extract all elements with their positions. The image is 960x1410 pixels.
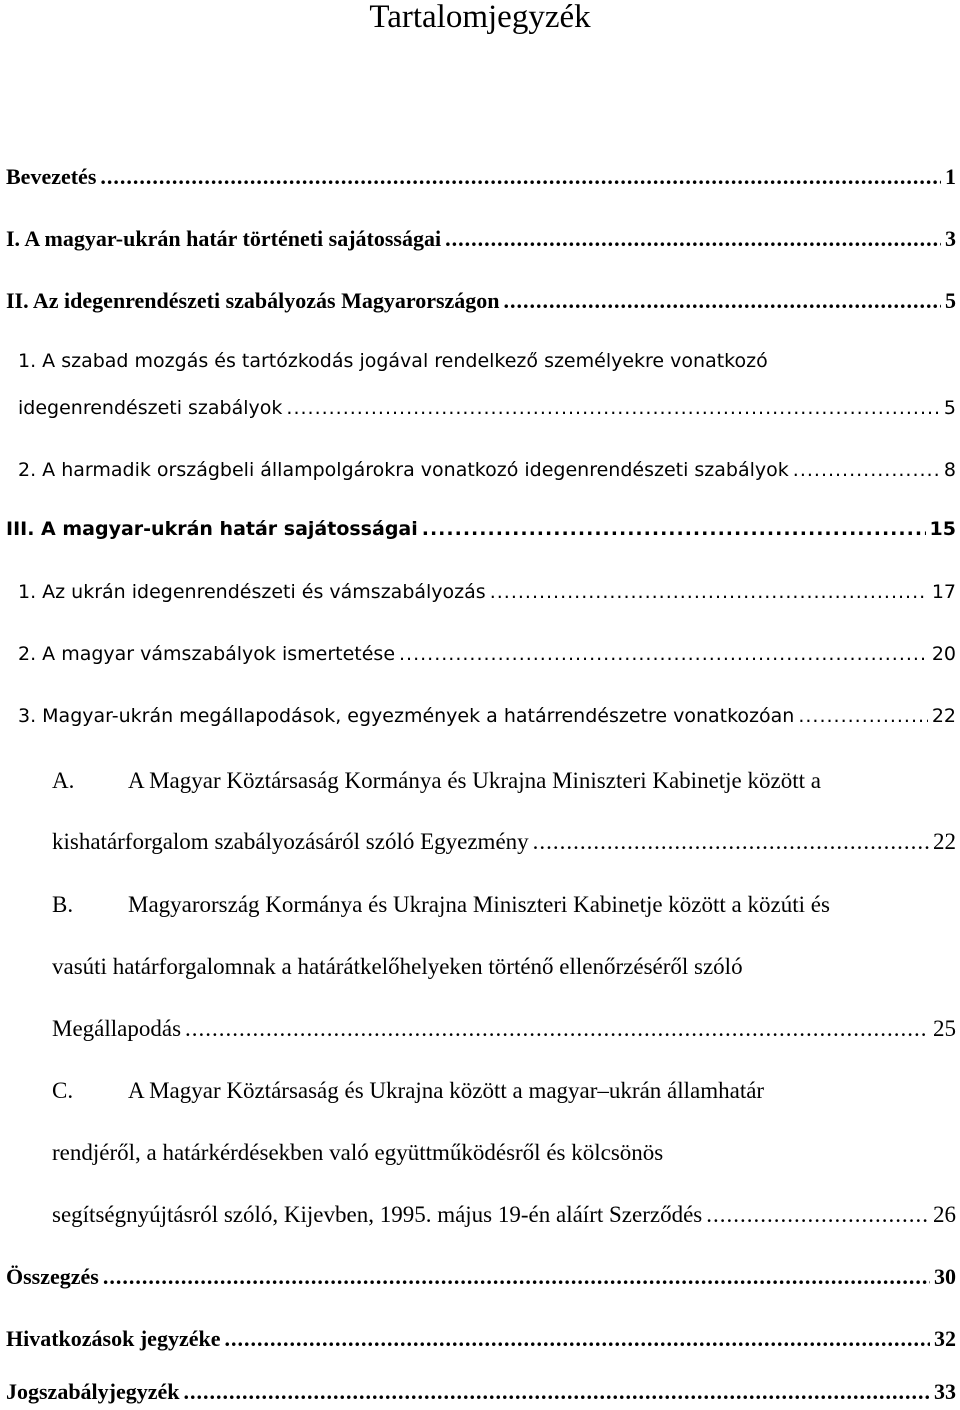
toc-leader-dots bbox=[184, 1379, 930, 1405]
toc-leader-dots bbox=[798, 705, 927, 727]
toc-entry-text: III. A magyar-ukrán határ sajátosságai bbox=[6, 518, 418, 540]
toc-entry-3-3-b-line1[interactable]: Magyarország Kormánya és Ukrajna Miniszteri Kabinetje között a közúti és bbox=[128, 892, 830, 917]
toc-page-number: 32 bbox=[934, 1326, 956, 1351]
toc-page-number: 25 bbox=[933, 1016, 956, 1041]
toc-entry-3-3[interactable] bbox=[18, 705, 956, 727]
toc-entry-hivatkozasok[interactable] bbox=[6, 1326, 956, 1352]
toc-entry-text: Hivatkozások jegyzéke bbox=[6, 1326, 221, 1351]
toc-entry-text: 3. Magyar-ukrán megállapodások, egyezmények a határrendészetre vonatkozóan bbox=[18, 705, 795, 727]
toc-page-number: 26 bbox=[933, 1202, 956, 1227]
toc-entry-chapter-3[interactable] bbox=[6, 518, 956, 540]
toc-page-number: 17 bbox=[931, 581, 956, 603]
toc-page-number: 22 bbox=[931, 705, 956, 727]
toc-leader-dots bbox=[490, 581, 928, 603]
toc-entry-3-3-c-line2[interactable]: rendjéről, a határkérdésekben való együttműködésről és kölcsönös bbox=[52, 1140, 664, 1165]
toc-entry-bevezetes[interactable] bbox=[6, 164, 956, 190]
toc-leader-dots bbox=[793, 459, 940, 481]
toc-leader-dots bbox=[100, 164, 941, 190]
toc-entry-chapter-1[interactable] bbox=[6, 226, 956, 252]
toc-entry-3-3-c-line1[interactable]: A Magyar Köztársaság és Ukrajna között a magyar–ukrán államhatár bbox=[128, 1078, 765, 1103]
toc-page-number: 8 bbox=[943, 459, 956, 481]
toc-entry-text: 1. Az ukrán idegenrendészeti és vámszabályozás bbox=[18, 581, 486, 603]
toc-leader-dots bbox=[533, 829, 929, 855]
toc-leader-dots bbox=[185, 1016, 929, 1042]
toc-entry-2-1-line1[interactable]: 1. A szabad mozgás és tartózkodás jogával rendelkező személyekre vonatkozó bbox=[18, 350, 768, 372]
toc-page-number: 30 bbox=[934, 1264, 956, 1289]
toc-page-number: 5 bbox=[943, 397, 956, 419]
toc-entry-text: II. Az idegenrendészeti szabályozás Magyarországon bbox=[6, 288, 500, 313]
page-title: Tartalomjegyzék bbox=[369, 0, 591, 35]
toc-entry-2-2[interactable] bbox=[18, 459, 956, 481]
toc-entry-text: Bevezetés bbox=[6, 164, 97, 189]
toc-entry-3-1[interactable] bbox=[18, 581, 956, 603]
toc-entry-3-3-b[interactable] bbox=[52, 1016, 956, 1042]
toc-page-number: 22 bbox=[933, 829, 956, 854]
toc-page-number: 20 bbox=[931, 643, 956, 665]
toc-leader-dots bbox=[706, 1202, 929, 1228]
toc-entry-3-3-a-label: A. bbox=[52, 768, 75, 793]
toc-page-number: 3 bbox=[945, 226, 956, 251]
toc-entry-text: I. A magyar-ukrán határ történeti sajátosságai bbox=[6, 226, 442, 251]
toc-leader-dots bbox=[399, 643, 928, 665]
toc-entry-text: Megállapodás bbox=[52, 1016, 182, 1041]
toc-leader-dots bbox=[445, 226, 941, 252]
toc-entry-text: 2. A harmadik országbeli állampolgárokra vonatkozó idegenrendészeti szabályok bbox=[18, 459, 789, 481]
toc-leader-dots bbox=[103, 1264, 930, 1290]
toc-page-number: 33 bbox=[934, 1379, 956, 1404]
toc-page-number: 5 bbox=[945, 288, 956, 313]
toc-entry-3-3-c-label: C. bbox=[52, 1078, 74, 1103]
toc-entry-text: kishatárforgalom szabályozásáról szóló Egyezmény bbox=[52, 829, 529, 854]
toc-entry-3-3-a[interactable] bbox=[52, 829, 956, 855]
toc-entry-3-3-a-line1[interactable]: A Magyar Köztársaság Kormánya és Ukrajna Miniszteri Kabinetje között a bbox=[128, 768, 821, 793]
toc-entry-text: Jogszabályjegyzék bbox=[6, 1379, 180, 1404]
toc-entry-osszegzes[interactable] bbox=[6, 1264, 956, 1290]
toc-entry-3-3-b-label: B. bbox=[52, 892, 74, 917]
toc-entry-text: Összegzés bbox=[6, 1264, 99, 1289]
toc-entry-chapter-2[interactable] bbox=[6, 288, 956, 314]
toc-entry-3-3-c[interactable] bbox=[52, 1202, 956, 1228]
toc-entry-3-2[interactable] bbox=[18, 643, 956, 665]
toc-leader-dots bbox=[286, 397, 940, 419]
toc-entry-3-3-b-line2[interactable]: vasúti határforgalomnak a határátkelőhelyeken történő ellenőrzéséről szóló bbox=[52, 954, 743, 979]
toc-entry-text: segítségnyújtásról szóló, Kijevben, 1995. május 19-én aláírt Szerződés bbox=[52, 1202, 703, 1227]
toc-leader-dots bbox=[504, 288, 941, 314]
toc-entry-jogszabaly[interactable] bbox=[6, 1379, 956, 1405]
toc-entry-text: 2. A magyar vámszabályok ismertetése bbox=[18, 643, 396, 665]
toc-entry-2-1[interactable] bbox=[18, 397, 956, 419]
toc-page-number: 15 bbox=[929, 518, 956, 540]
toc-leader-dots bbox=[224, 1326, 930, 1352]
toc-leader-dots bbox=[422, 518, 926, 540]
toc-entry-text: idegenrendészeti szabályok bbox=[18, 397, 283, 419]
toc-page-number: 1 bbox=[945, 164, 956, 189]
